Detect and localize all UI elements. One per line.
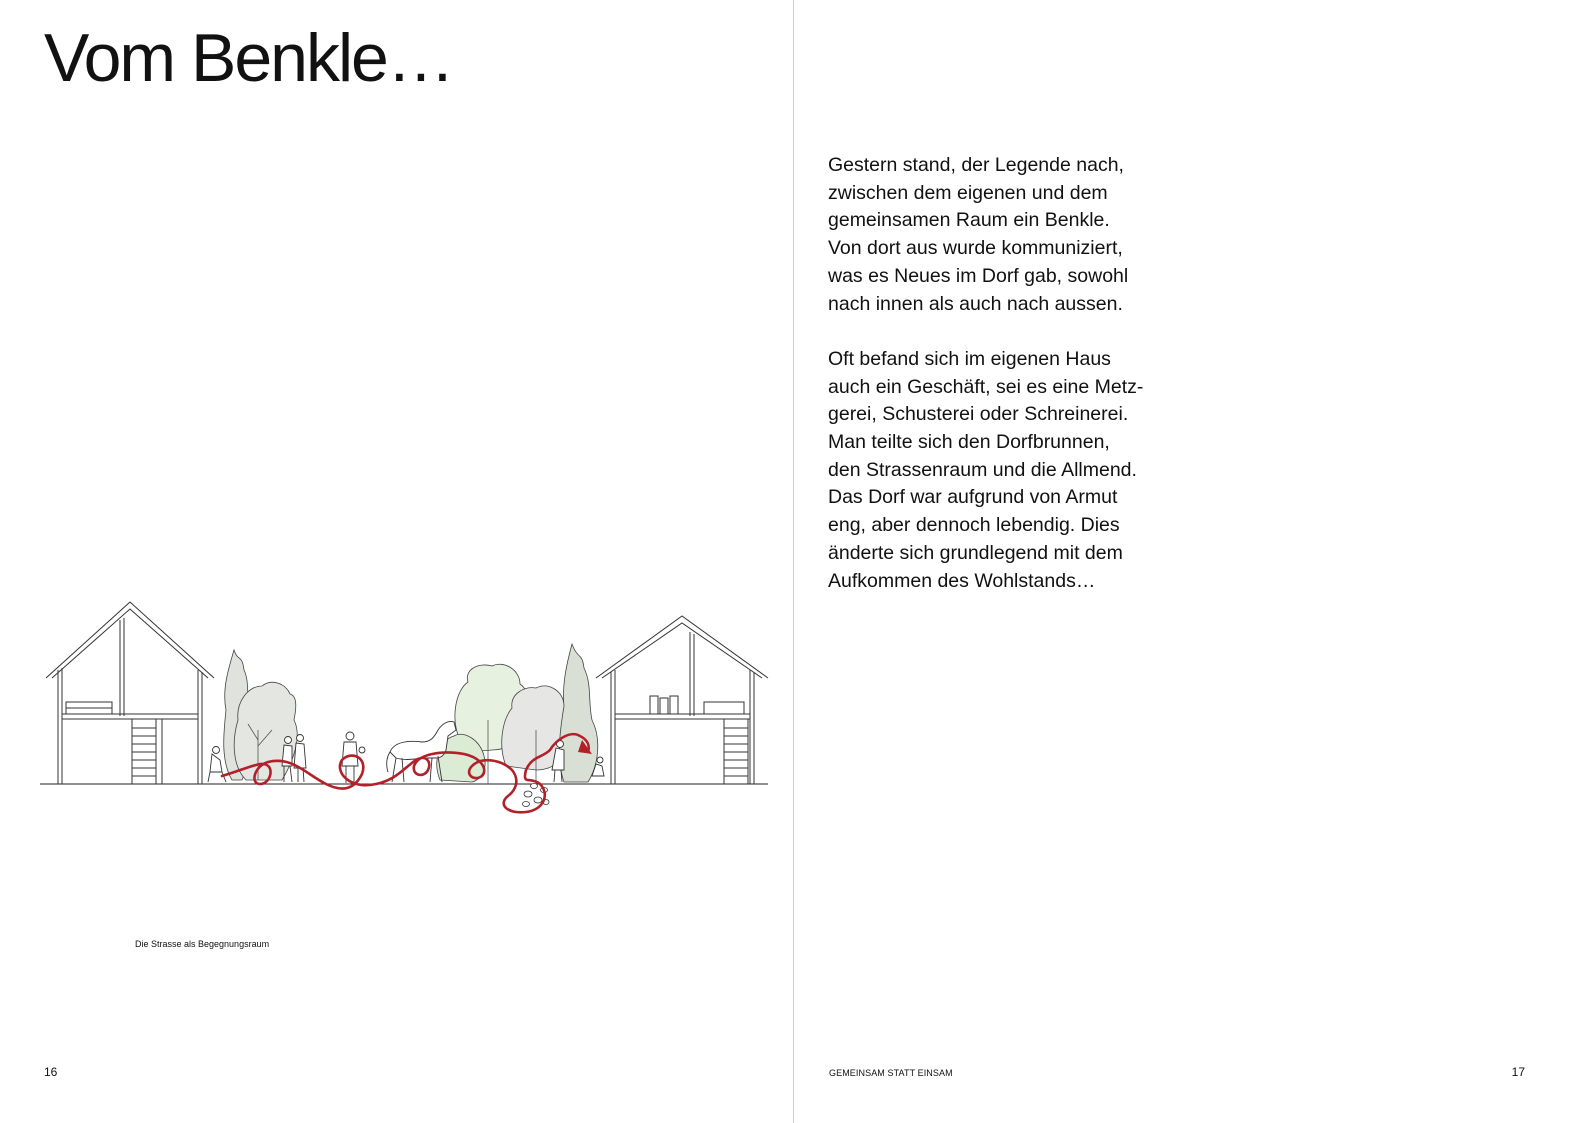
text-line: gemeinsamen Raum ein Benkle. — [828, 209, 1110, 232]
right-page — [794, 0, 1587, 1123]
text-line: nach innen als auch nach aussen. — [828, 292, 1123, 315]
text-line: Aufkommen des Wohlstands… — [828, 569, 1096, 592]
text-line: gerei, Schusterei oder Schreinerei. — [828, 403, 1129, 426]
running-head: GEMEINSAM STATT EINSAM — [829, 1068, 953, 1078]
stair-left — [132, 719, 156, 784]
text-line: eng, aber dennoch lebendig. Dies — [828, 514, 1120, 537]
text-line: den Strassenraum und die Allmend. — [828, 458, 1137, 481]
text-line: zwischen dem eigenen und dem — [828, 181, 1108, 204]
text-line: Das Dorf war aufgrund von Armut — [828, 486, 1118, 509]
text-line: Gestern stand, der Legende nach, — [828, 154, 1124, 176]
page-title: Vom Benkle… — [44, 20, 453, 96]
text-line: Man teilte sich den Dorfbrunnen, — [828, 431, 1110, 454]
left-page — [0, 0, 793, 1123]
text-line: Von dort aus wurde kommuniziert, — [828, 237, 1123, 260]
page-number-right: 17 — [1511, 1065, 1525, 1079]
village-street-illustration — [36, 590, 776, 830]
page-number-left: 16 — [44, 1065, 58, 1079]
house-right-icon — [596, 616, 768, 784]
figure-caption: Die Strasse als Begegnungsraum — [135, 939, 270, 949]
paragraph-2 — [828, 346, 1198, 595]
paragraph-1 — [828, 152, 1198, 318]
text-line: auch ein Geschäft, sei es eine Metz- — [828, 375, 1144, 398]
text-line: was es Neues im Dorf gab, sowohl — [828, 264, 1129, 287]
stair-right — [724, 719, 748, 784]
text-line: änderte sich grundlegend mit dem — [828, 541, 1123, 564]
text-line: Oft befand sich im eigenen Haus — [828, 347, 1111, 370]
house-left-icon — [46, 602, 214, 784]
body-text — [828, 152, 1198, 623]
